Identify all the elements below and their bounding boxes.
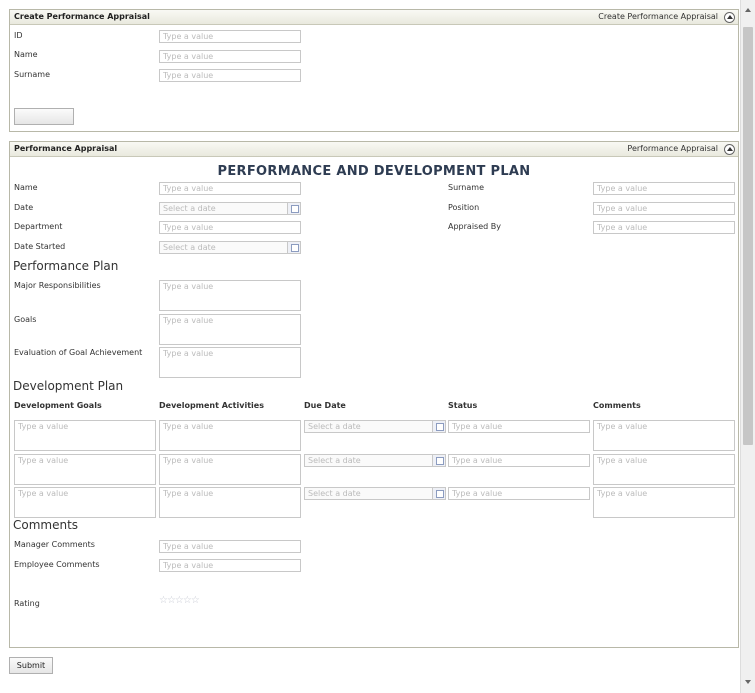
goals-label: Goals (14, 315, 37, 324)
column-header: Comments (593, 401, 641, 410)
manager-comments-label: Manager Comments (14, 540, 95, 549)
evaluation-label: Evaluation of Goal Achievement (14, 348, 143, 357)
page-scrollbar[interactable] (740, 0, 755, 693)
comments-textarea[interactable]: Type a value (593, 420, 735, 451)
name-label: Name (14, 50, 38, 59)
comments-textarea[interactable]: Type a value (593, 454, 735, 485)
id-label: ID (14, 31, 23, 40)
create-panel-right-label: Create Performance Appraisal (598, 12, 718, 21)
date-picker[interactable] (159, 202, 301, 215)
department-input[interactable]: Type a value (159, 221, 301, 234)
evaluation-textarea[interactable]: Type a value (159, 347, 301, 378)
appraisal-panel-header (10, 142, 738, 157)
appraisal-panel-right-label: Performance Appraisal (627, 144, 718, 153)
scroll-down-arrow-icon[interactable] (745, 680, 751, 684)
due-date-placeholder: Select a date (308, 489, 361, 498)
development-goal-textarea[interactable]: Type a value (14, 487, 156, 518)
due-date-picker[interactable] (304, 420, 446, 433)
employee-comments-input[interactable]: Type a value (159, 559, 301, 572)
collapse-icon[interactable] (724, 144, 735, 155)
appraisal-panel-title: Performance Appraisal (14, 144, 118, 153)
surname-input[interactable]: Type a value (593, 182, 735, 195)
date-placeholder: Select a date (163, 204, 216, 213)
development-goal-textarea[interactable]: Type a value (14, 454, 156, 485)
department-label: Department (14, 222, 63, 231)
goals-textarea[interactable]: Type a value (159, 314, 301, 345)
position-input[interactable]: Type a value (593, 202, 735, 215)
id-input[interactable]: Type a value (159, 30, 301, 43)
employee-comments-label: Employee Comments (14, 560, 100, 569)
date-started-picker[interactable] (159, 241, 301, 254)
create-panel-title: Create Performance Appraisal (14, 12, 150, 21)
calendar-icon[interactable] (432, 488, 445, 499)
date-label: Date (14, 203, 34, 212)
comments-textarea[interactable]: Type a value (593, 487, 735, 518)
surname-input[interactable]: Type a value (159, 69, 301, 82)
name-label: Name (14, 183, 38, 192)
surname-label: Surname (448, 183, 484, 192)
position-label: Position (448, 203, 480, 212)
due-date-placeholder: Select a date (308, 456, 361, 465)
rating-label: Rating (14, 599, 40, 608)
major-responsibilities-label: Major Responsibilities (14, 281, 101, 290)
calendar-icon[interactable] (432, 421, 445, 432)
development-activity-textarea[interactable]: Type a value (159, 420, 301, 451)
calendar-icon[interactable] (432, 455, 445, 466)
scrollbar-thumb[interactable] (743, 27, 753, 445)
date-started-label: Date Started (14, 242, 66, 251)
appraised-by-input[interactable]: Type a value (593, 221, 735, 234)
status-input[interactable]: Type a value (448, 454, 590, 467)
create-panel-header (10, 10, 738, 25)
manager-comments-input[interactable]: Type a value (159, 540, 301, 553)
comments-heading: Comments (13, 518, 79, 532)
performance-plan-heading: Performance Plan (13, 259, 119, 273)
column-header: Development Activities (159, 401, 264, 410)
surname-label: Surname (14, 70, 50, 79)
name-input[interactable]: Type a value (159, 182, 301, 195)
development-goal-textarea[interactable]: Type a value (14, 420, 156, 451)
due-date-picker[interactable] (304, 487, 446, 500)
column-header: Due Date (304, 401, 346, 410)
status-input[interactable]: Type a value (448, 487, 590, 500)
development-plan-heading: Development Plan (13, 379, 124, 393)
due-date-placeholder: Select a date (308, 422, 361, 431)
rating-stars[interactable]: ☆☆☆☆☆ (159, 595, 199, 606)
status-input[interactable]: Type a value (448, 420, 590, 433)
create-appraisal-panel (9, 9, 739, 132)
development-activity-textarea[interactable]: Type a value (159, 454, 301, 485)
plan-heading: PERFORMANCE AND DEVELOPMENT PLAN (217, 164, 531, 179)
collapse-icon[interactable] (724, 12, 735, 23)
column-header: Status (448, 401, 478, 410)
calendar-icon[interactable] (287, 203, 300, 214)
date-started-placeholder: Select a date (163, 243, 216, 252)
development-activity-textarea[interactable]: Type a value (159, 487, 301, 518)
scroll-up-arrow-icon[interactable] (745, 8, 751, 12)
major-responsibilities-textarea[interactable]: Type a value (159, 280, 301, 311)
create-button[interactable] (14, 108, 74, 125)
performance-appraisal-panel (9, 141, 739, 648)
due-date-picker[interactable] (304, 454, 446, 467)
appraised-by-label: Appraised By (448, 222, 501, 231)
column-header: Development Goals (14, 401, 102, 410)
submit-button[interactable]: Submit (9, 657, 53, 674)
name-input[interactable]: Type a value (159, 50, 301, 63)
calendar-icon[interactable] (287, 242, 300, 253)
